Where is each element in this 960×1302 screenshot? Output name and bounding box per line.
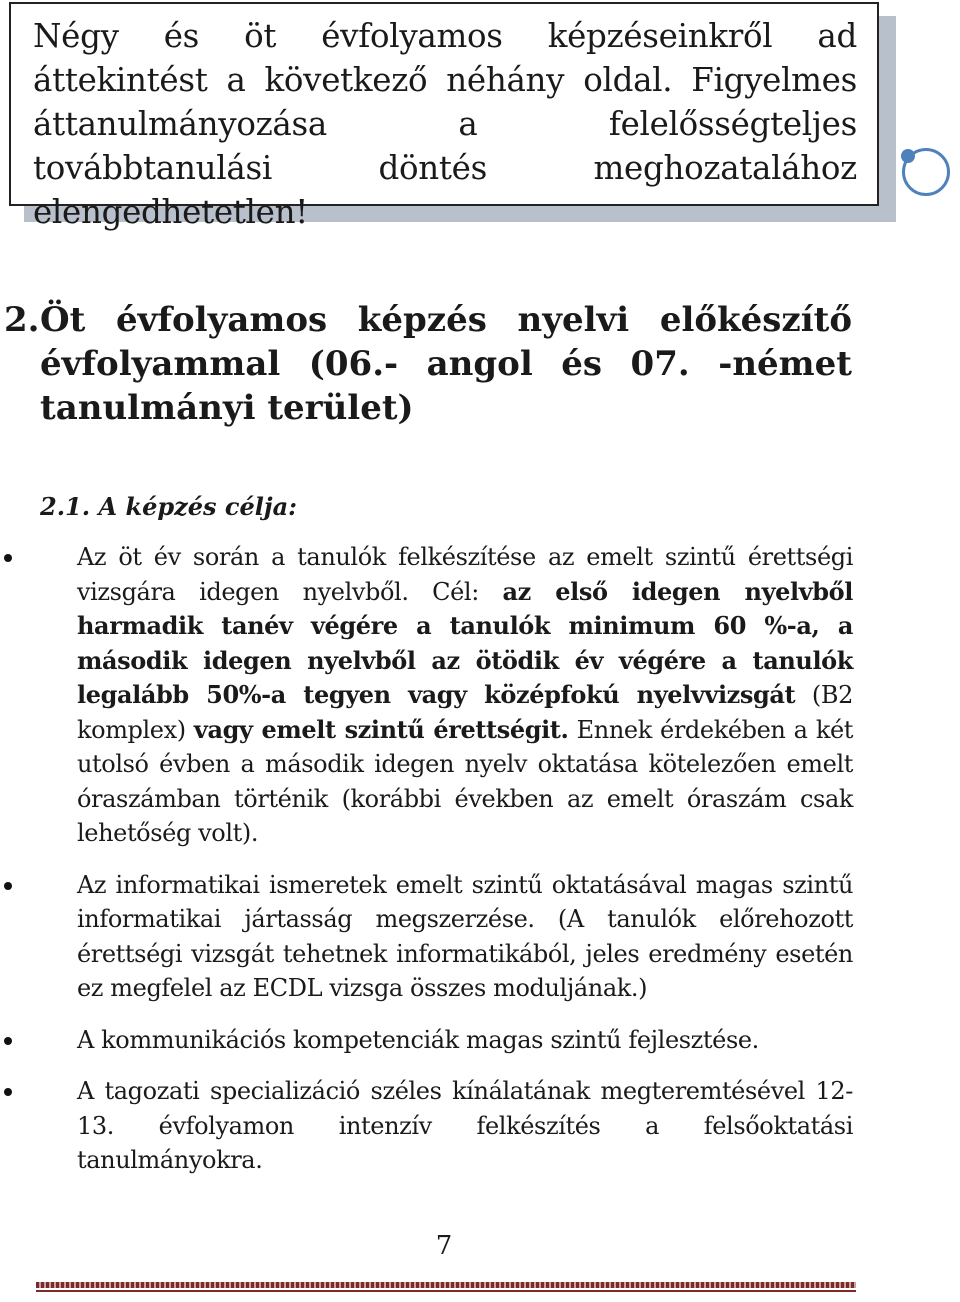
footer-rule	[36, 1282, 856, 1288]
bullet-text-emphasis: az első idegen nyelvből harmadik tanév végére a tanulók minimum 60 %-a, a második idegen nyelvből az ötödik év végére a tanulók legalább 50%-a tegyen vagy középfokú nyelvvizsgát	[77, 576, 853, 709]
bullet-text: A tagozati specializáció széles kínálatának megteremtésével 12-13. évfolyamon intenzív felkészítés a felsőoktatási tanulmányokra.	[77, 1077, 853, 1174]
list-item	[0, 540, 853, 851]
bullet-icon	[4, 882, 12, 890]
section-number: 2.	[4, 300, 40, 340]
section-heading	[4, 298, 852, 430]
bullet-text: (B2 komplex)	[77, 681, 853, 744]
bullet-icon	[4, 1088, 12, 1096]
bullet-text: Az öt év során a tanulók felkészítése az emelt szintű érettségi vizsgára idegen nyelvből. Cél:	[77, 543, 853, 606]
goals-list	[0, 540, 860, 1178]
list-item	[0, 868, 853, 1006]
bullet-icon	[4, 554, 12, 562]
bullet-text: Ennek érdekében a két utolsó évben a második idegen nyelv oktatása kötelezően emelt óraszámban történik (korábbi években az emelt óraszám csak lehetőség volt).	[77, 715, 854, 847]
bullet-text: A kommunikációs kompetenciák magas szintű fejlesztése.	[77, 1025, 759, 1054]
intro-box	[9, 2, 879, 231]
footer-rule-line	[36, 1290, 856, 1292]
decorative-dot-icon	[901, 149, 915, 163]
bullet-text: Az informatikai ismeretek emelt szintű oktatásával magas szintű informatikai jártasság megszerzése. (A tanulók előrehozott érettségi vizsgát tehetnek informatikából, jeles eredmény esetén ez megfelel az ECDL vizsga összes moduljának.)	[77, 870, 853, 1002]
list-item	[0, 1074, 853, 1178]
bullet-icon	[4, 1037, 12, 1045]
list-item	[0, 1023, 853, 1058]
page-number: 7	[435, 1231, 453, 1261]
bullet-text-emphasis: vagy emelt szintű érettségit.	[193, 714, 569, 744]
subsection-heading: 2.1. A képzés célja:	[40, 492, 297, 521]
section-title: Öt évfolyamos képzés nyelvi előkészítő évfolyammal (06.- angol és 07. -német tanulmányi terület)	[40, 300, 852, 428]
intro-text: Négy és öt évfolyamos képzéseinkről ad áttekintést a következő néhány oldal. Figyelmes áttanulmányozása a felelősségteljes továbbtanulási döntés meghozatalához elengedhetetlen!	[33, 17, 857, 231]
